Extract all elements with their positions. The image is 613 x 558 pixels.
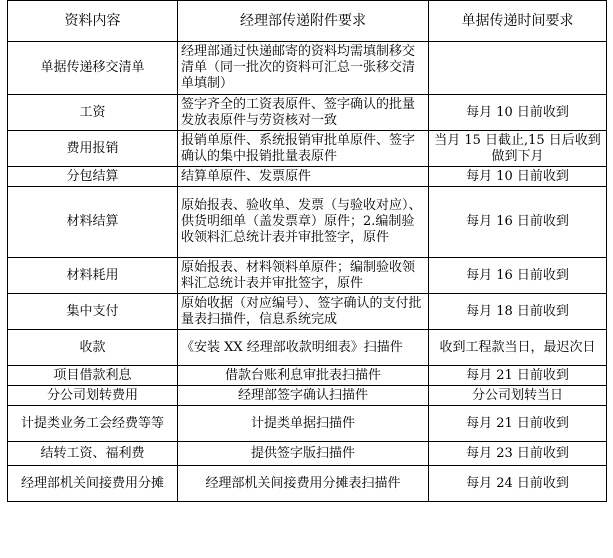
table-row <box>8 330 607 366</box>
table-row <box>8 366 607 386</box>
row-time: 每月 24 日前收到 <box>429 466 607 502</box>
row-name: 分包结算 <box>8 167 178 187</box>
header-requirement: 经理部传递附件要求 <box>178 1 429 42</box>
row-name: 经理部机关间接费用分摊 <box>8 466 178 502</box>
row-time: 每月 21 日前收到 <box>429 366 607 386</box>
row-time: 每月 18 日前收到 <box>429 294 607 330</box>
header-time: 单据传递时间要求 <box>429 1 607 42</box>
row-time: 收到工程款当日，最迟次日 <box>429 330 607 366</box>
row-time <box>429 42 607 95</box>
table-row <box>8 95 607 131</box>
row-name: 费用报销 <box>8 131 178 167</box>
table-row <box>8 42 607 95</box>
row-requirement: 报销单原件、系统报销审批单原件、签字确认的集中报销批量表原件 <box>178 131 429 167</box>
table-row <box>8 131 607 167</box>
row-requirement: 经理部通过快递邮寄的资料均需填制移交清单（同一批次的资料可汇总一张移交清单填制） <box>178 42 429 95</box>
row-time: 每月 10 日前收到 <box>429 95 607 131</box>
row-requirement: 《安装 XX 经理部收款明细表》扫描件 <box>178 330 429 366</box>
row-requirement: 原始收据（对应编号）、签字确认的支付批量表扫描件，信息系统完成 <box>178 294 429 330</box>
row-name: 收款 <box>8 330 178 366</box>
table-row <box>8 167 607 187</box>
row-name: 计提类业务工会经费等等 <box>8 406 178 442</box>
row-time: 每月 23 日前收到 <box>429 442 607 466</box>
table-row <box>8 258 607 294</box>
table-row <box>8 466 607 502</box>
row-requirement: 计提类单据扫描件 <box>178 406 429 442</box>
table-row <box>8 187 607 258</box>
row-time: 分公司划转当日 <box>429 386 607 406</box>
requirements-table <box>7 0 607 502</box>
row-time: 每月 16 日前收到 <box>429 187 607 258</box>
row-requirement: 经理部签字确认扫描件 <box>178 386 429 406</box>
row-requirement: 结算单原件、发票原件 <box>178 167 429 187</box>
row-requirement: 经理部机关间接费用分摊表扫描件 <box>178 466 429 502</box>
row-name: 工资 <box>8 95 178 131</box>
row-time: 每月 16 日前收到 <box>429 258 607 294</box>
row-name: 项目借款利息 <box>8 366 178 386</box>
row-requirement: 提供签字版扫描件 <box>178 442 429 466</box>
row-name: 分公司划转费用 <box>8 386 178 406</box>
row-name: 材料耗用 <box>8 258 178 294</box>
header-content: 资料内容 <box>8 1 178 42</box>
row-name: 结转工资、福利费 <box>8 442 178 466</box>
row-name: 单据传递移交清单 <box>8 42 178 95</box>
row-time: 每月 21 日前收到 <box>429 406 607 442</box>
table-row <box>8 442 607 466</box>
row-name: 材料结算 <box>8 187 178 258</box>
table-header-row <box>8 1 607 42</box>
row-time: 每月 10 日前收到 <box>429 167 607 187</box>
row-time: 当月 15 日截止,15 日后收到做到下月 <box>429 131 607 167</box>
row-requirement: 签字齐全的工资表原件、签字确认的批量发放表原件与劳资核对一致 <box>178 95 429 131</box>
table-row <box>8 406 607 442</box>
table-row <box>8 294 607 330</box>
table-row <box>8 386 607 406</box>
row-requirement: 借款台账利息审批表扫描件 <box>178 366 429 386</box>
row-requirement: 原始报表、验收单、发票（与验收对应）、供货明细单（盖发票章）原件；2.编制验收领料汇总统计表并审批签字，原件 <box>178 187 429 258</box>
row-name: 集中支付 <box>8 294 178 330</box>
row-requirement: 原始报表、材料领料单原件；编制验收领料汇总统计表并审批签字，原件 <box>178 258 429 294</box>
